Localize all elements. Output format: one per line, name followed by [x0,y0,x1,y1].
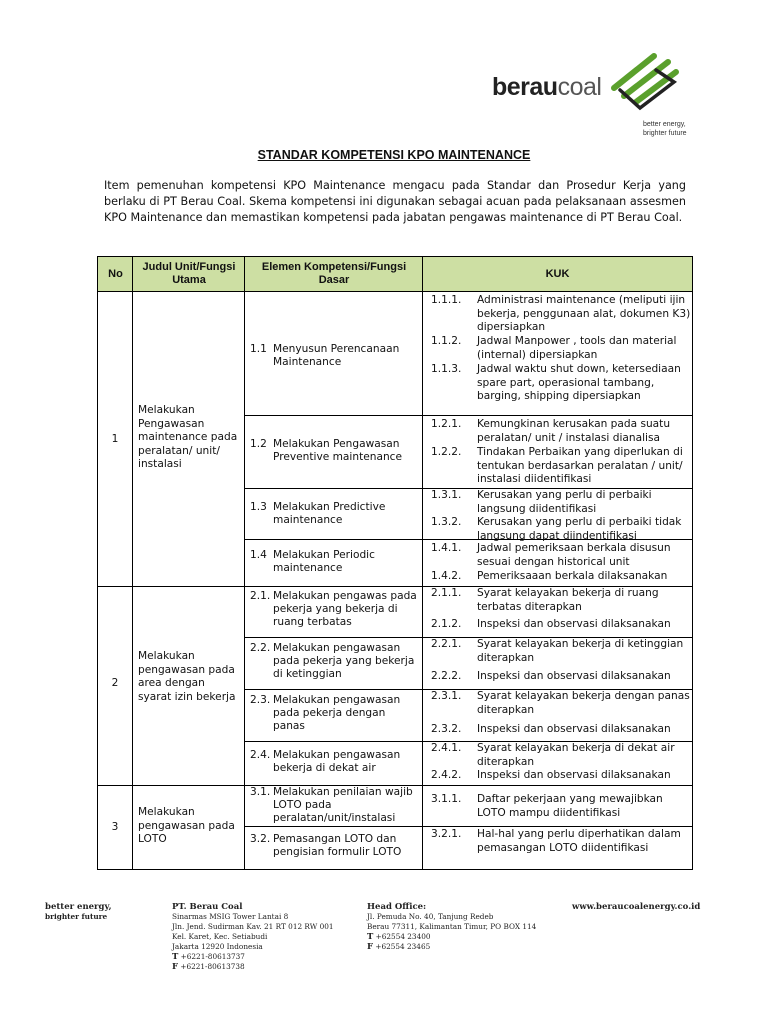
element: 2.4. Melakukan pengawasan bekerja di dekat air [250,749,401,774]
kuk-item: 2.2.1. Syarat kelayakan bekerja di ketinggian diterapkan [431,638,684,664]
element: 2.1. Melakukan pengawas pada pekerja yang bekerja di ruang terbatas [250,590,417,628]
header-judul: Judul Unit/Fungsi Utama [133,257,245,292]
logo-tagline: better energy, brighter future [643,121,687,137]
document-title: STANDAR KOMPETENSI KPO MAINTENANCE [257,148,531,162]
element: 1.2 Melakukan Pengawasan Preventive maintenance [250,438,402,463]
kuk-item: 1.1.1. Administrasi maintenance (meliputi ijin bekerja, penggunaan alat, dokumen K3) dipersiapkan [431,294,691,333]
unit-no: 2 [111,677,119,689]
logo-mark-icon [610,50,682,112]
footer-company-address: PT. Berau Coal Sinarmas MSIG Tower Lantai 8 Jln. Jend. Sudirman Kav. 21 RT 012 RW 001 Kel. Karet, Kec. Setiabudi Jakarta 12920 Indonesia T +6221-80613737 F +6221-80613738 [172,902,334,972]
header-kuk: KUK [423,257,692,292]
kuk-item: 1.4.2. Pemeriksaaan berkala dilaksanakan [431,570,668,582]
footer-head-office: Head Office: Jl. Pemuda No. 40, Tanjung Redeb Berau 77311, Kalimantan Timur, PO BOX 114 T +62554 23400 F +62554 23465 [367,902,537,952]
kuk-item: 2.3.1. Syarat kelayakan bekerja dengan panas diterapkan [431,690,690,716]
element: 2.2. Melakukan pengawasan pada pekerja yang bekerja di ketinggian [250,642,415,680]
kuk-item: 1.2.2. Tindakan Perbaikan yang diperlukan di tentukan berdasarkan peralatan / unit/ instalasi diidentifikasi [431,446,683,485]
kuk-item: 2.1.2. Inspeksi dan observasi dilaksanakan [431,618,671,630]
competency-table [97,256,693,870]
intro-paragraph: Item pemenuhan kompetensi KPO Maintenance mengacu pada Standar dan Prosedur Kerja yang berlaku di PT Berau Coal. Skema kompetensi ini digunakan sebagai acuan pada pelaksanaan assesmen KPO Maintenance dan memastikan kompetensi pada jabatan pengawas maintenance di PT Berau Coal. [104,179,686,224]
kuk-item: 1.1.2. Jadwal Manpower , tools dan material (internal) dipersiapkan [431,335,677,361]
kuk-item: 1.3.1. Kerusakan yang perlu di perbaiki langsung diidentifikasi [431,489,652,515]
kuk-item: 3.2.1. Hal-hal yang perlu diperhatikan dalam pemasangan LOTO diidentifikasi [431,828,681,854]
kuk-item: 2.4.2. Inspeksi dan observasi dilaksanakan [431,769,671,781]
footer-tagline: better energy, brighter future [45,902,112,921]
kuk-item: 2.1.1. Syarat kelayakan bekerja di ruang terbatas diterapkan [431,587,659,613]
element: 2.3. Melakukan pengawasan pada pekerja dengan panas [250,694,401,732]
header-elemen: Elemen Kompetensi/Fungsi Dasar [245,257,423,292]
kuk-item: 2.4.1. Syarat kelayakan bekerja di dekat air diterapkan [431,742,675,768]
header-no: No [98,257,133,292]
element: 1.1 Menyusun Perencanaan Maintenance [250,343,400,368]
unit-no: 1 [111,433,119,445]
kuk-item: 1.3.2. Kerusakan yang perlu di perbaiki tidak langsung dapat diindentifikasi [431,516,682,542]
kuk-item: 2.2.2. Inspeksi dan observasi dilaksanakan [431,670,671,682]
unit-title: Melakukan pengawasan pada LOTO [138,806,235,845]
element: 3.1. Melakukan penilaian wajib LOTO pada peralatan/unit/instalasi [250,786,413,824]
element: 3.2. Pemasangan LOTO dan pengisian formulir LOTO [250,833,402,858]
element: 1.3 Melakukan Predictive maintenance [250,501,386,526]
element: 1.4 Melakukan Periodic maintenance [250,549,375,574]
kuk-item: 1.1.3. Jadwal waktu shut down, ketersediaan spare part, operasional tambang, barging, shipping dipersiapkan [431,363,681,402]
unit-no: 3 [111,821,119,833]
kuk-item: 3.1.1. Daftar pekerjaan yang mewajibkan LOTO mampu diidentifikasi [431,793,663,819]
kuk-item: 1.2.1. Kemungkinan kerusakan pada suatu peralatan/ unit / instalasi dianalisa [431,418,671,444]
logo-wordmark: beraucoal [492,73,602,101]
unit-title: Melakukan pengawasan pada area dengan syarat izin bekerja [138,650,236,703]
kuk-item: 1.4.1. Jadwal pemeriksaan berkala disusun sesuai dengan historical unit [431,542,671,568]
kuk-item: 2.3.2. Inspeksi dan observasi dilaksanakan [431,723,671,735]
unit-title: Melakukan Pengawasan maintenance pada peralatan/ unit/ instalasi [138,404,238,470]
footer-website-link[interactable]: www.beraucoalenergy.co.id [572,902,701,912]
